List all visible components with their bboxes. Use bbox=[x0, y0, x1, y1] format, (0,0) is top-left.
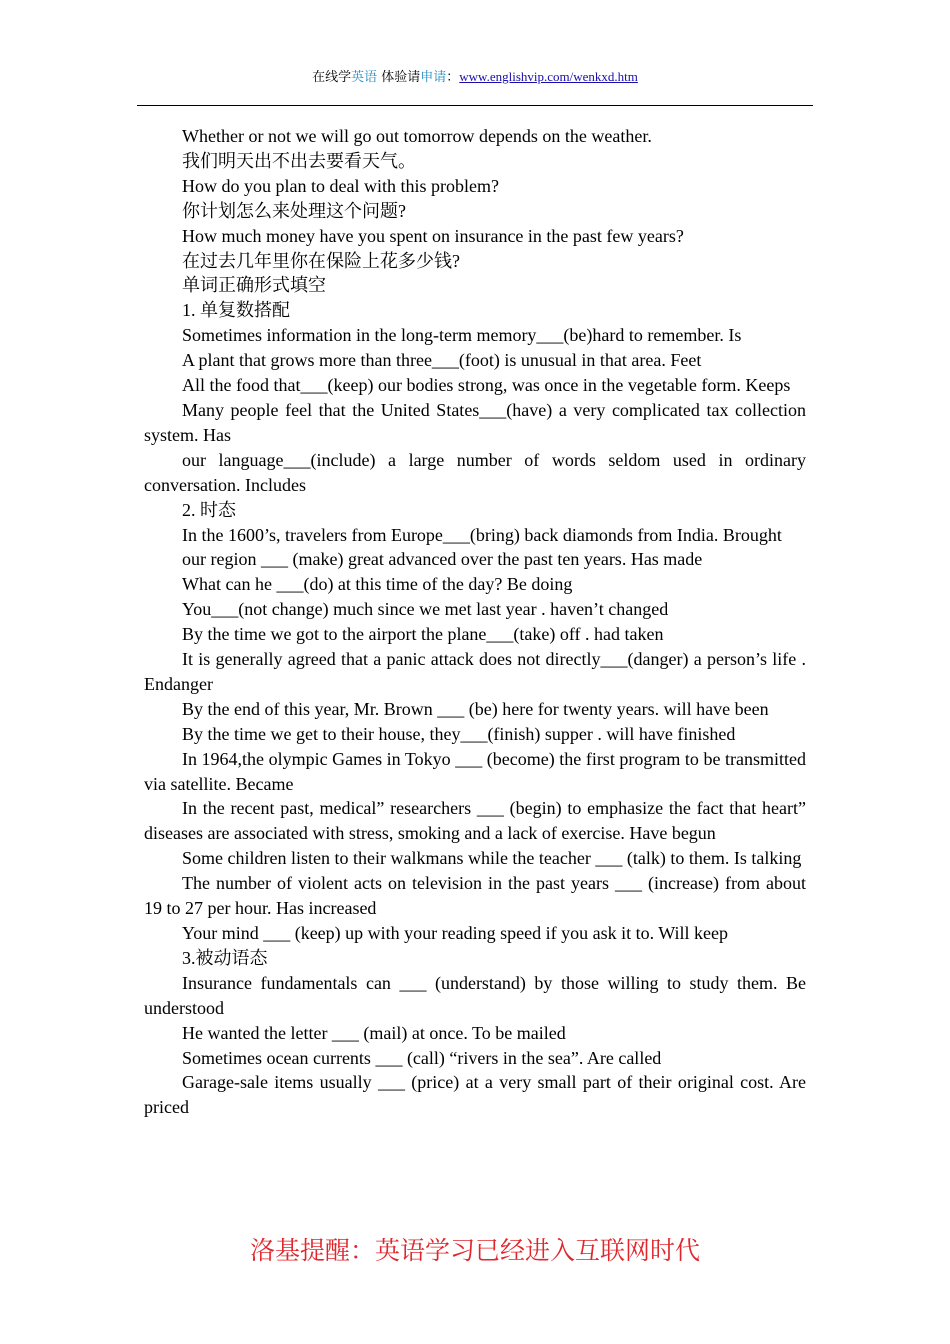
paragraph: 在过去几年里你在保险上花多少钱? bbox=[182, 250, 460, 271]
paragraph: Garage-sale items usually ___ (price) at a very small part of their original cost. Are priced bbox=[144, 1072, 806, 1118]
paragraph: Insurance fundamentals can ___ (understand) by those willing to study them. Be understood bbox=[144, 972, 806, 1018]
header-link[interactable]: www.englishvip.com/wenkxd.htm bbox=[459, 69, 638, 84]
paragraph: Sometimes ocean currents ___ (call) “rivers in the sea”. Are called bbox=[182, 1047, 662, 1068]
header-colon: ： bbox=[446, 70, 460, 85]
section-heading: 1. 单复数搭配 bbox=[182, 300, 290, 321]
paragraph: In 1964,the olympic Games in Tokyo ___ (become) the first program to be transmitted via satellite. Became bbox=[144, 748, 806, 794]
header-divider bbox=[137, 105, 813, 106]
document-body bbox=[144, 124, 806, 1120]
paragraph: Sometimes information in the long-term memory___(be)hard to remember. Is bbox=[182, 325, 742, 346]
paragraph: It is generally agreed that a panic attack does not directly___(danger) a person’s life . Endanger bbox=[144, 649, 806, 694]
header-middle: 体验请 bbox=[377, 70, 421, 85]
header-accent-english: 英语 bbox=[351, 70, 378, 85]
header-prefix: 在线学 bbox=[312, 70, 352, 85]
paragraph: 你计划怎么来处理这个问题? bbox=[182, 200, 406, 221]
paragraph: In the 1600’s, travelers from Europe___(bring) back diamonds from India. Brought bbox=[182, 524, 782, 545]
paragraph: Some children listen to their walkmans while the teacher ___ (talk) to them. Is talking bbox=[182, 848, 802, 869]
paragraph: By the time we get to their house, they___(finish) supper . will have finished bbox=[182, 723, 736, 744]
section-heading: 单词正确形式填空 bbox=[182, 275, 326, 296]
footer-banner: 洛基提醒：英语学习已经进入互联网时代 bbox=[249, 1236, 700, 1265]
paragraph: The number of violent acts on television in the past years ___ (increase) from about 19 to 27 per hour. Has increased bbox=[144, 873, 806, 919]
paragraph: our language___(include) a large number of words seldom used in ordinary conversation. Includes bbox=[144, 449, 806, 495]
paragraph: Many people feel that the United States___(have) a very complicated tax collection system. Has bbox=[144, 399, 806, 445]
paragraph: By the end of this year, Mr. Brown ___ (be) here for twenty years. will have been bbox=[182, 698, 769, 719]
paragraph: 我们明天出不出去要看天气。 bbox=[182, 150, 416, 171]
paragraph: What can he ___(do) at this time of the day? Be doing bbox=[182, 574, 573, 595]
section-heading: 2. 时态 bbox=[182, 499, 236, 520]
paragraph: our region ___ (make) great advanced over the past ten years. Has made bbox=[182, 549, 703, 570]
paragraph: How do you plan to deal with this problem? bbox=[182, 175, 499, 196]
paragraph: A plant that grows more than three___(foot) is unusual in that area. Feet bbox=[182, 350, 702, 371]
paragraph: Whether or not we will go out tomorrow depends on the weather. bbox=[182, 126, 652, 146]
paragraph: Your mind ___ (keep) up with your reading speed if you ask it to. Will keep bbox=[182, 923, 729, 943]
page-header bbox=[0, 68, 950, 87]
header-accent-apply: 申请 bbox=[420, 70, 447, 85]
paragraph: By the time we got to the airport the plane___(take) off . had taken bbox=[182, 624, 664, 645]
paragraph: How much money have you spent on insurance in the past few years? bbox=[182, 225, 684, 246]
paragraph: You___(not change) much since we met last year . haven’t changed bbox=[182, 599, 669, 620]
section-heading: 3.被动语态 bbox=[182, 947, 268, 968]
paragraph: All the food that___(keep) our bodies strong, was once in the vegetable form. Keeps bbox=[182, 375, 791, 396]
paragraph: In the recent past, medical” researchers ___ (begin) to emphasize the fact that heart” diseases are associated with stress, smoking and a lack of exercise. Have begun bbox=[144, 798, 806, 844]
paragraph: He wanted the letter ___ (mail) at once. To be mailed bbox=[182, 1022, 566, 1043]
